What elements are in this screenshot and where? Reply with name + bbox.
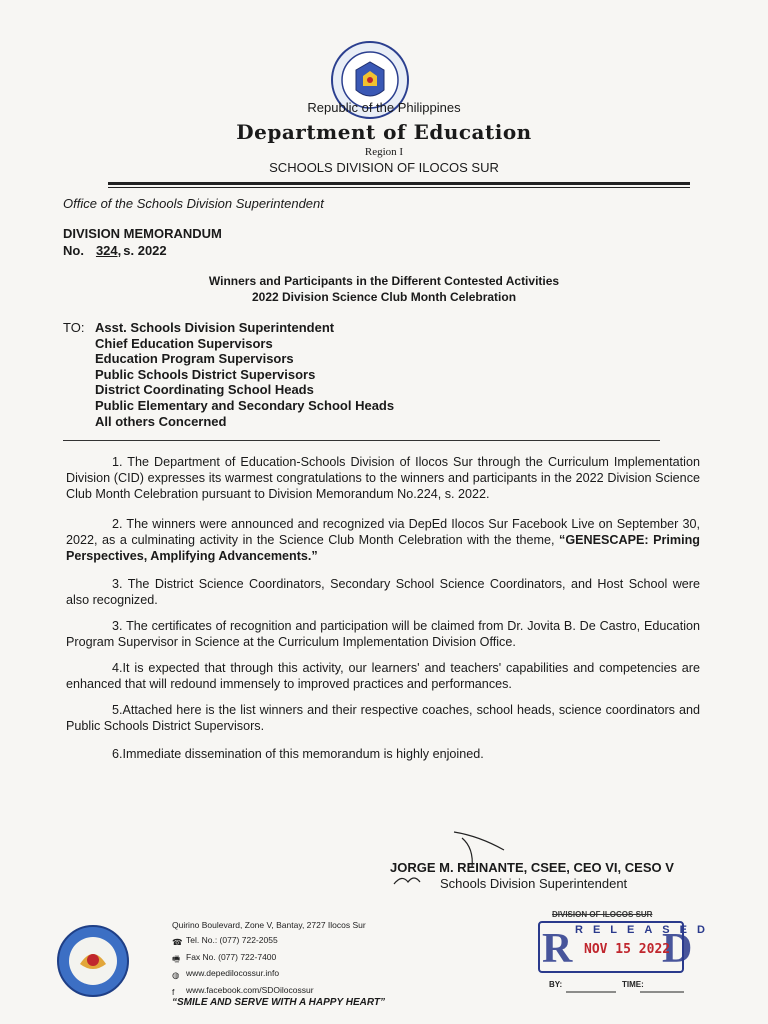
facebook-link[interactable]: www.facebook.com/SDOilocossur (186, 985, 314, 995)
paragraph-2 (66, 516, 700, 564)
division-seal-icon (56, 924, 130, 998)
memo-number: 324, (95, 243, 122, 258)
paragraph-6 (66, 702, 700, 734)
memo-series: s. 2022 (123, 243, 167, 258)
theme-text: “GENESCAPE: Priming Perspectives, Amplifying Advancements.” (66, 533, 700, 563)
recipient: Chief Education Supervisors (95, 335, 273, 351)
facebook-icon: f (172, 987, 175, 997)
paragraph-5-text: 4.It is expected that through this activity, our learners' and teachers' capabilities and competencies are enhanced that will redound immensely to improved practices and performances. (66, 661, 700, 691)
recipient: Education Program Supervisors (95, 351, 294, 367)
footer-facebook (172, 985, 314, 997)
footer-website (172, 968, 279, 980)
recipient: Public Schools District Supervisors (95, 366, 316, 382)
header-divider (108, 182, 690, 185)
recipient-divider (63, 440, 660, 441)
recipient: Public Elementary and Secondary School Heads (95, 397, 395, 413)
memo-no-prefix: No. (63, 243, 84, 258)
footer-tel (172, 935, 278, 947)
stamp-time-label: TIME: (622, 980, 644, 989)
paragraph-6-text: 5.Attached here is the list winners and their respective coaches, school heads, science coordinators and Public Schools District Supervisors. (66, 703, 700, 733)
recipient-list (95, 320, 394, 429)
paragraph-2-text: 2. The winners were announced and recognized via DepEd Ilocos Sur Facebook Live on September 30, 2022, as a culminating activity in the Science Club Month Celebration with the theme, (66, 517, 700, 547)
subject-line-1: Winners and Participants in the Different Contested Activities (208, 274, 560, 288)
svg-text:D: D (662, 926, 693, 972)
header-divider-thin (108, 187, 690, 188)
recipient: All others Concerned (95, 413, 227, 429)
paragraph-3-text: 3. The District Science Coordinators, Secondary School Science Coordinators, and Host School were also recognized. (66, 577, 700, 607)
memo-label: DIVISION MEMORANDUM (63, 226, 222, 241)
subject-line-2: 2022 Division Science Club Month Celebration (251, 290, 517, 304)
memo-number-line (63, 243, 167, 258)
paragraph-7 (66, 746, 700, 762)
paragraph-1-text: 1. The Department of Education-Schools Division of Ilocos Sur through the Curriculum Implementation Division (CID) expresses its warmest congratulations to the winners and participants in the 2022 Division Science Club Month Celebration pursuant to Division Memorandum No.224, s. 2022. (66, 455, 700, 501)
republic-line: Republic of the Philippines (307, 100, 461, 115)
globe-icon: ◍ (172, 970, 180, 980)
fax-icon: 🖷 (172, 954, 181, 964)
footer-fax (172, 952, 276, 964)
footer-motto: “SMILE AND SERVE WITH A HAPPY HEART” (172, 997, 385, 1008)
region-line: Region I (364, 146, 404, 158)
to-label: TO: (63, 320, 85, 335)
stamp-date: NOV 15 2022 (584, 942, 671, 957)
stamp-released: RELEASED (575, 924, 715, 936)
department-name: Department of Education (236, 120, 532, 144)
tel-text: Tel. No.: (077) 722-2055 (186, 935, 278, 945)
paragraph-4 (66, 618, 700, 650)
paragraph-5 (66, 660, 700, 692)
division-line: SCHOOLS DIVISION OF ILOCOS SUR (269, 160, 499, 175)
signatory-title: Schools Division Superintendent (440, 876, 628, 891)
recipient: District Coordinating School Heads (95, 382, 314, 398)
stamp-by-label: BY: (549, 980, 563, 989)
svg-text:R: R (542, 926, 573, 972)
paragraph-4-text: 3. The certificates of recognition and participation will be claimed from Dr. Jovita B. De Castro, Education Program Supervisor in Science at the Curriculum Implementation Division Office. (66, 619, 700, 649)
paragraph-1 (66, 454, 700, 502)
signatory-name: JORGE M. REINANTE, CSEE, CEO VI, CESO V (390, 860, 674, 875)
footer-address: Quirino Boulevard, Zone V, Bantay, 2727 Ilocos Sur (172, 920, 366, 930)
website-link[interactable]: www.depedilocossur.info (186, 968, 280, 978)
paragraph-7-text: 6.Immediate dissemination of this memorandum is highly enjoined. (112, 747, 484, 761)
stamp-office: DIVISION OF ILOCOS SUR (552, 910, 653, 919)
recipient: Asst. Schools Division Superintendent (95, 320, 335, 335)
paragraph-3 (66, 576, 700, 608)
phone-icon: ☎ (172, 937, 183, 947)
office-line: Office of the Schools Division Superintendent (63, 196, 324, 211)
fax-text: Fax No. (077) 722-7400 (186, 952, 277, 962)
